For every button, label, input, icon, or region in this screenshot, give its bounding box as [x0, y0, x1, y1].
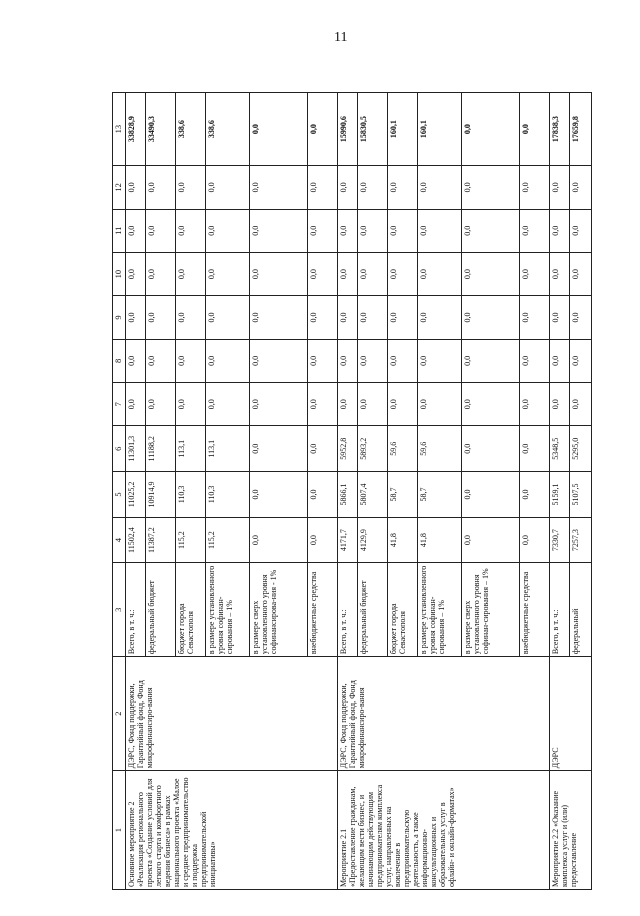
total-value-cell: 0,0 [462, 93, 520, 166]
value-cell: 0,0 [250, 383, 308, 426]
value-cell: 0,0 [388, 383, 418, 426]
value-cell: 0,0 [250, 339, 308, 382]
value-cell: 0,0 [550, 383, 570, 426]
value-cell: 0,0 [462, 296, 520, 339]
value-cell: 7330,7 [550, 517, 570, 563]
total-value-cell: 33828,9 [126, 93, 146, 166]
value-cell: 0,0 [570, 166, 592, 209]
total-value-cell: 17838,3 [550, 93, 570, 166]
value-cell: 0,0 [126, 383, 146, 426]
value-cell: 0,0 [308, 426, 338, 472]
value-cell: 0,0 [358, 296, 388, 339]
value-cell: 113,1 [176, 426, 206, 472]
activity-name-cell: Основное мероприятие 2 «Реализация регионального проекта «Создание условий для легкого старта и комфортного ведения бизнеса» в рамках национального проекта «Малое и среднее предпринимательство и поддержка предпринимательской инициативы» [126, 771, 338, 890]
page-number: 11 [334, 30, 348, 45]
value-cell: 0,0 [146, 252, 176, 295]
value-cell: 0,0 [462, 166, 520, 209]
column-number: 7 [113, 383, 126, 426]
activity-name-cell: Мероприятие 2.1 «Предоставление гражданам, желающим вести бизнес, и начинающим действующим предпринимателям комплекса услуг, направленных на вовлечение в предпринимательскую деятельность, а также информационно-консультационных и образовательных услуг в офлайн- и онлайн-форматах» [338, 771, 550, 890]
total-value-cell: 15990,6 [338, 93, 358, 166]
value-cell: 0,0 [358, 166, 388, 209]
executor-cell: ДЭРС, Фонд поддержки, Гарантийный фонд, Фонд микрофинансиро-вания [126, 657, 338, 771]
value-cell: 0,0 [418, 252, 462, 295]
value-cell: 0,0 [462, 517, 520, 563]
table-body [113, 93, 592, 890]
value-cell: 5952,8 [338, 426, 358, 472]
value-cell: 59,6 [388, 426, 418, 472]
value-cell: 5107,5 [570, 472, 592, 518]
value-cell: 0,0 [206, 339, 250, 382]
value-cell: 0,0 [462, 209, 520, 252]
value-cell: 115,2 [176, 517, 206, 563]
value-cell: 0,0 [126, 252, 146, 295]
value-cell: 41,8 [418, 517, 462, 563]
value-cell: 0,0 [176, 252, 206, 295]
total-value-cell: 0,0 [308, 93, 338, 166]
value-cell: 0,0 [206, 383, 250, 426]
funding-table [112, 92, 592, 890]
column-number: 1 [113, 771, 126, 890]
executor-cell: ДЭРС [550, 657, 592, 771]
table-row [550, 93, 570, 890]
value-cell: 0,0 [388, 252, 418, 295]
value-cell: 0,0 [388, 296, 418, 339]
column-number: 8 [113, 339, 126, 382]
value-cell: 0,0 [462, 383, 520, 426]
activity-name-cell: Мероприятие 2.2 «Оказание комплекса услуг и (или) предоставление [550, 771, 592, 890]
value-cell: 0,0 [176, 339, 206, 382]
value-cell: 5348,5 [550, 426, 570, 472]
total-value-cell: 338,6 [206, 93, 250, 166]
value-cell: 0,0 [308, 166, 338, 209]
value-cell: 110,3 [176, 472, 206, 518]
total-value-cell: 338,6 [176, 93, 206, 166]
value-cell: 0,0 [550, 339, 570, 382]
value-cell: 11301,3 [126, 426, 146, 472]
value-cell: 58,7 [388, 472, 418, 518]
value-cell: 0,0 [358, 339, 388, 382]
value-cell: 0,0 [126, 339, 146, 382]
column-number: 2 [113, 657, 126, 771]
value-cell: 0,0 [308, 383, 338, 426]
value-cell: 0,0 [418, 209, 462, 252]
table-row [338, 93, 358, 890]
value-cell: 0,0 [308, 209, 338, 252]
column-number: 9 [113, 296, 126, 339]
value-cell: 0,0 [146, 166, 176, 209]
value-cell: 5866,1 [338, 472, 358, 518]
column-number: 5 [113, 472, 126, 518]
value-cell: 0,0 [250, 166, 308, 209]
total-value-cell: 0,0 [250, 93, 308, 166]
total-value-cell: 33490,3 [146, 93, 176, 166]
value-cell: 58,7 [418, 472, 462, 518]
value-cell: 110,3 [206, 472, 250, 518]
value-cell: 0,0 [146, 383, 176, 426]
value-cell: 0,0 [462, 339, 520, 382]
value-cell: 0,0 [462, 426, 520, 472]
column-number: 13 [113, 93, 126, 166]
value-cell: 0,0 [520, 252, 550, 295]
value-cell: 0,0 [418, 339, 462, 382]
value-cell: 0,0 [570, 383, 592, 426]
value-cell: 0,0 [126, 166, 146, 209]
value-cell: 0,0 [570, 209, 592, 252]
value-cell: 7257,3 [570, 517, 592, 563]
value-cell: 11025,2 [126, 472, 146, 518]
value-cell: 41,8 [388, 517, 418, 563]
funding-source-cell: в размере сверх установленного уровня софинансирова-ния - 1% [250, 563, 308, 657]
value-cell: 11387,2 [146, 517, 176, 563]
column-number: 6 [113, 426, 126, 472]
value-cell: 0,0 [250, 517, 308, 563]
value-cell: 0,0 [250, 252, 308, 295]
value-cell: 0,0 [146, 209, 176, 252]
column-number: 10 [113, 252, 126, 295]
value-cell: 0,0 [388, 339, 418, 382]
table-row [126, 93, 146, 890]
value-cell: 0,0 [570, 252, 592, 295]
value-cell: 0,0 [388, 166, 418, 209]
value-cell: 5893,2 [358, 426, 388, 472]
value-cell: 0,0 [206, 296, 250, 339]
funding-source-cell: бюджет города Севастополя [388, 563, 418, 657]
value-cell: 0,0 [338, 166, 358, 209]
value-cell: 0,0 [418, 383, 462, 426]
value-cell: 0,0 [388, 209, 418, 252]
value-cell: 0,0 [206, 209, 250, 252]
value-cell: 0,0 [250, 426, 308, 472]
value-cell: 0,0 [550, 209, 570, 252]
value-cell: 0,0 [570, 339, 592, 382]
funding-source-cell: Всего, в т. ч.: [126, 563, 146, 657]
value-cell: 0,0 [206, 166, 250, 209]
funding-source-cell: Всего, в т. ч.: [338, 563, 358, 657]
value-cell: 4129,9 [358, 517, 388, 563]
value-cell: 115,2 [206, 517, 250, 563]
value-cell: 0,0 [308, 472, 338, 518]
value-cell: 113,1 [206, 426, 250, 472]
value-cell: 0,0 [308, 517, 338, 563]
value-cell: 0,0 [520, 472, 550, 518]
column-number-header [113, 93, 126, 890]
funding-source-cell: внебюджетные средства [308, 563, 338, 657]
value-cell: 0,0 [358, 209, 388, 252]
funding-source-cell: Всего, в т. ч.: [550, 563, 570, 657]
value-cell: 0,0 [308, 339, 338, 382]
value-cell: 0,0 [520, 209, 550, 252]
value-cell: 0,0 [250, 296, 308, 339]
value-cell: 0,0 [146, 339, 176, 382]
value-cell: 0,0 [308, 252, 338, 295]
executor-cell: ДЭРС, Фонд поддержки, Гарантийный фонд, Фонд микрофинансиро-вания [338, 657, 550, 771]
funding-source-cell: федеральный [570, 563, 592, 657]
funding-source-cell: в размере установленного уровня софинан-сирования – 1% [206, 563, 250, 657]
funding-source-cell: в размере установленного уровня софинан-сирования – 1% [418, 563, 462, 657]
value-cell: 5807,4 [358, 472, 388, 518]
value-cell: 0,0 [462, 252, 520, 295]
value-cell: 0,0 [338, 296, 358, 339]
funding-source-cell: бюджет города Севастополя [176, 563, 206, 657]
value-cell: 4171,7 [338, 517, 358, 563]
value-cell: 0,0 [126, 209, 146, 252]
value-cell: 0,0 [462, 472, 520, 518]
value-cell: 0,0 [146, 296, 176, 339]
rotated-table-sheet [112, 92, 580, 890]
total-value-cell: 160,1 [418, 93, 462, 166]
total-value-cell: 17659,8 [570, 93, 592, 166]
value-cell: 0,0 [176, 383, 206, 426]
funding-source-cell: федеральный бюджет [146, 563, 176, 657]
value-cell: 0,0 [520, 296, 550, 339]
column-number: 11 [113, 209, 126, 252]
value-cell: 0,0 [520, 166, 550, 209]
value-cell: 11188,2 [146, 426, 176, 472]
value-cell: 0,0 [418, 166, 462, 209]
value-cell: 0,0 [520, 426, 550, 472]
value-cell: 0,0 [308, 296, 338, 339]
value-cell: 0,0 [520, 383, 550, 426]
value-cell: 0,0 [520, 517, 550, 563]
value-cell: 10914,9 [146, 472, 176, 518]
value-cell: 0,0 [550, 252, 570, 295]
total-value-cell: 0,0 [520, 93, 550, 166]
value-cell: 0,0 [176, 166, 206, 209]
value-cell: 11502,4 [126, 517, 146, 563]
value-cell: 0,0 [358, 252, 388, 295]
value-cell: 0,0 [250, 209, 308, 252]
value-cell: 5295,0 [570, 426, 592, 472]
funding-source-cell: федеральный бюджет [358, 563, 388, 657]
value-cell: 0,0 [176, 296, 206, 339]
value-cell: 0,0 [126, 296, 146, 339]
funding-source-cell: в размере сверх установленного уровня софинан-сирования – 1% [462, 563, 520, 657]
total-value-cell: 15830,5 [358, 93, 388, 166]
value-cell: 0,0 [338, 209, 358, 252]
value-cell: 0,0 [206, 252, 250, 295]
column-number: 4 [113, 517, 126, 563]
value-cell: 0,0 [550, 296, 570, 339]
table-rotation-frame [112, 92, 580, 890]
value-cell: 59,6 [418, 426, 462, 472]
value-cell: 5159,1 [550, 472, 570, 518]
column-number: 12 [113, 166, 126, 209]
value-cell: 0,0 [358, 383, 388, 426]
value-cell: 0,0 [338, 339, 358, 382]
value-cell: 0,0 [550, 166, 570, 209]
value-cell: 0,0 [176, 209, 206, 252]
value-cell: 0,0 [338, 383, 358, 426]
value-cell: 0,0 [520, 339, 550, 382]
value-cell: 0,0 [418, 296, 462, 339]
value-cell: 0,0 [570, 296, 592, 339]
total-value-cell: 160,1 [388, 93, 418, 166]
value-cell: 0,0 [338, 252, 358, 295]
column-number: 3 [113, 563, 126, 657]
funding-source-cell: внебюджетные средства [520, 563, 550, 657]
value-cell: 0,0 [250, 472, 308, 518]
